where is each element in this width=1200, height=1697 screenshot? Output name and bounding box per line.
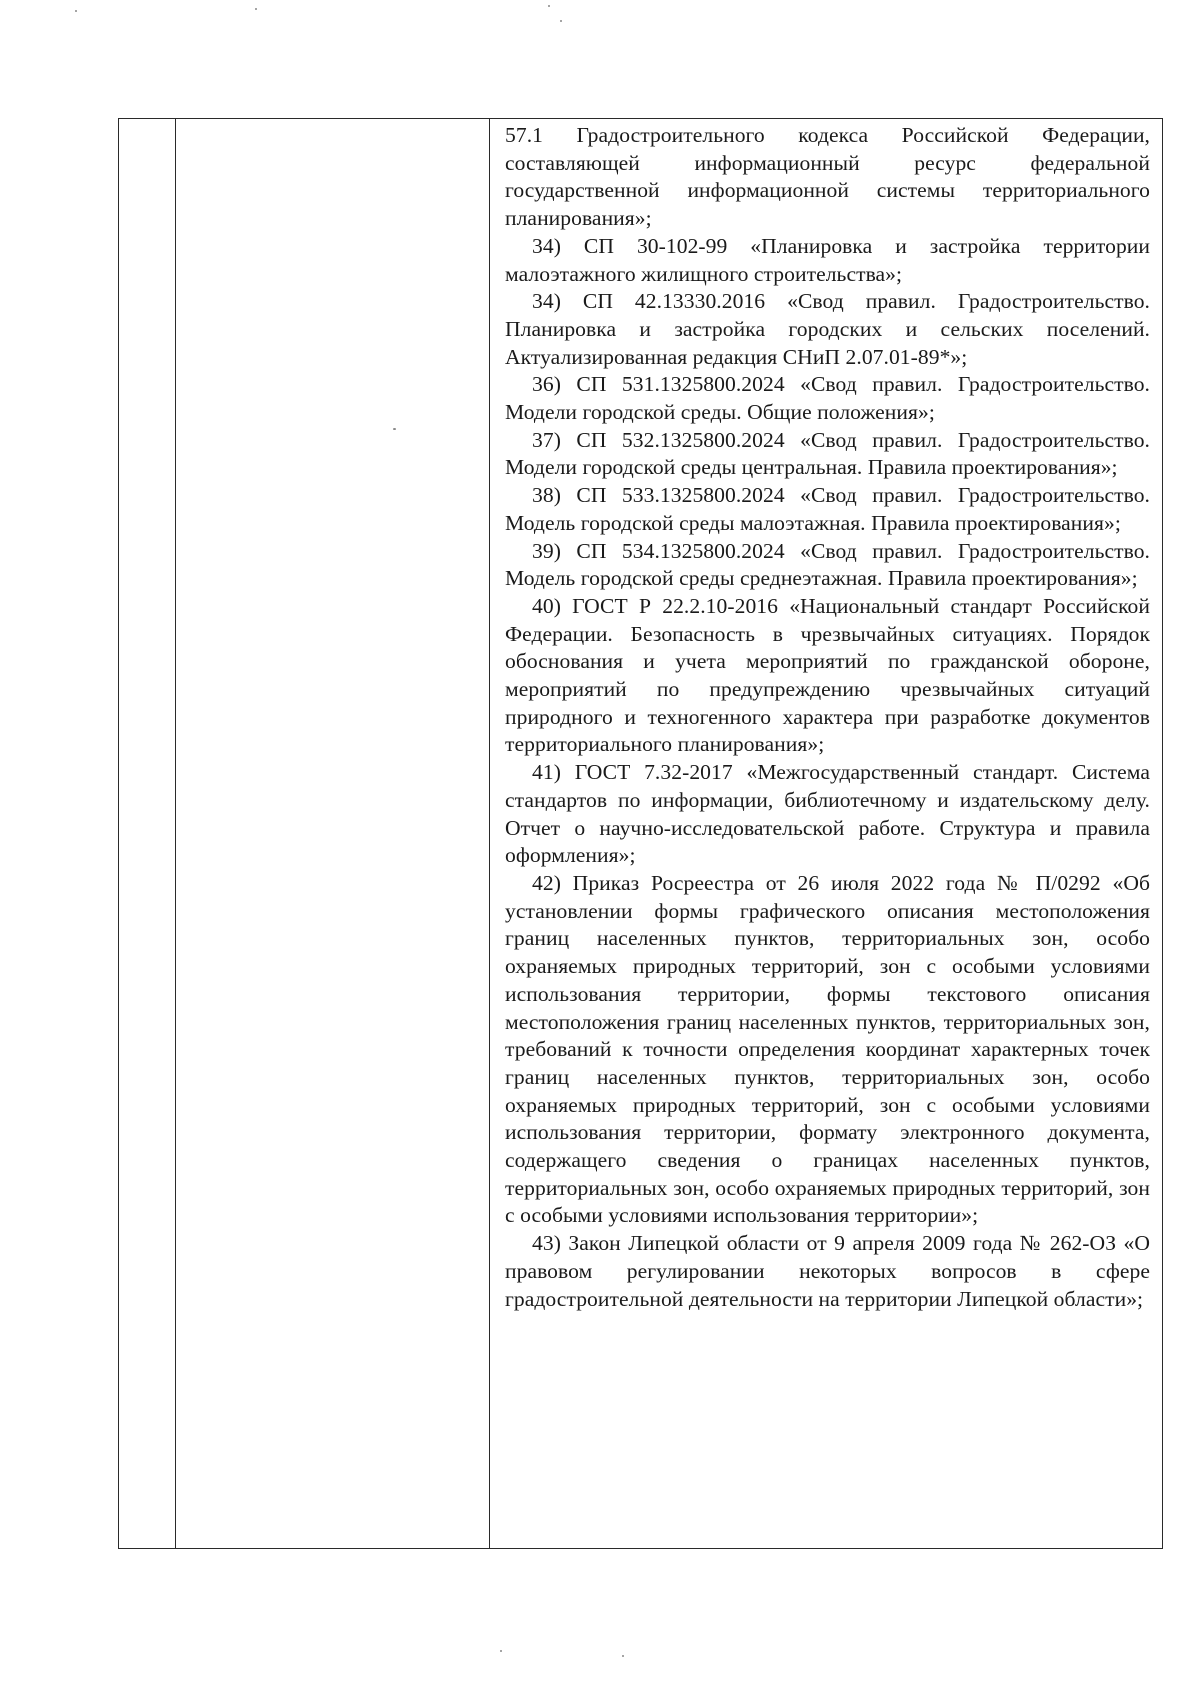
scan-speck bbox=[75, 10, 77, 12]
scan-speck bbox=[500, 1650, 502, 1652]
scan-speck bbox=[548, 5, 550, 7]
list-item-40: 40) ГОСТ Р 22.2.10-2016 «Национальный стандарт Российской Федерации. Безопасность в чрезвычайных ситуациях. Порядок обоснования и учета мероприятий по гражданской обороне, мероприятий по предупреждению чрезвычайных ситуаций природного и техногенного характера при разработке документов территориального планирования»; bbox=[505, 593, 1150, 757]
column-divider-1 bbox=[175, 119, 176, 1548]
scan-speck bbox=[622, 1655, 624, 1657]
paragraph-continuation: 57.1 Градостроительного кодекса Российской Федерации, составляющей информационный ресурс федеральной государственной информационной системы территориального планирования»; bbox=[505, 123, 1150, 231]
list-item-34-sp-42-13330-2016: 34) СП 42.13330.2016 «Свод правил. Градостроительство. Планировка и застройка городских и сельских поселений. Актуализированная редакция СНиП 2.07.01-89*»; bbox=[505, 289, 1150, 369]
list-item-41: 41) ГОСТ 7.32-2017 «Межгосударственный стандарт. Система стандартов по информации, библиотечному и издательскому делу. Отчет о научно-исследовательской работе. Структура и правила оформления»; bbox=[505, 760, 1150, 868]
list-item-34-sp-30-102-99: 34) СП 30-102-99 «Планировка и застройка территории малоэтажного жилищного строительства»; bbox=[505, 233, 1150, 286]
scan-speck bbox=[393, 428, 396, 430]
table-cell-text bbox=[505, 122, 1150, 1313]
list-item-37: 37) СП 532.1325800.2024 «Свод правил. Градостроительство. Модели городской среды центральная. Правила проектирования»; bbox=[505, 427, 1150, 480]
list-item-42: 42) Приказ Росреестра от 26 июля 2022 года № П/0292 «Об установлении формы графического описания местоположения границ населенных пунктов, территориальных зон, особо охраняемых природных территорий, зон с особыми условиями использования территории, формы текстового описания местоположения границ населенных пунктов, территориальных зон, требований к точности определения координат характерных точек границ населенных пунктов, территориальных зон, особо охраняемых природных территорий, зон с особыми условиями использования территории, формату электронного документа, содержащего сведения о границах населенных пунктов, территориальных зон, особо охраняемых природных территорий, зон с особыми условиями использования территории»; bbox=[505, 870, 1150, 1228]
list-item-36: 36) СП 531.1325800.2024 «Свод правил. Градостроительство. Модели городской среды. Общие положения»; bbox=[505, 372, 1150, 425]
list-item-38: 38) СП 533.1325800.2024 «Свод правил. Градостроительство. Модель городской среды малоэтажная. Правила проектирования»; bbox=[505, 483, 1150, 535]
list-item-39: 39) СП 534.1325800.2024 «Свод правил. Градостроительство. Модель городской среды среднеэтажная. Правила проектирования»; bbox=[505, 538, 1150, 591]
list-item-43: 43) Закон Липецкой области от 9 апреля 2009 года № 262-ОЗ «О правовом регулировании некоторых вопросов в сфере градостроительной деятельности на территории Липецкой области»; bbox=[505, 1231, 1150, 1311]
scan-speck bbox=[560, 20, 562, 22]
column-divider-2 bbox=[489, 119, 490, 1548]
scan-speck bbox=[255, 8, 257, 10]
